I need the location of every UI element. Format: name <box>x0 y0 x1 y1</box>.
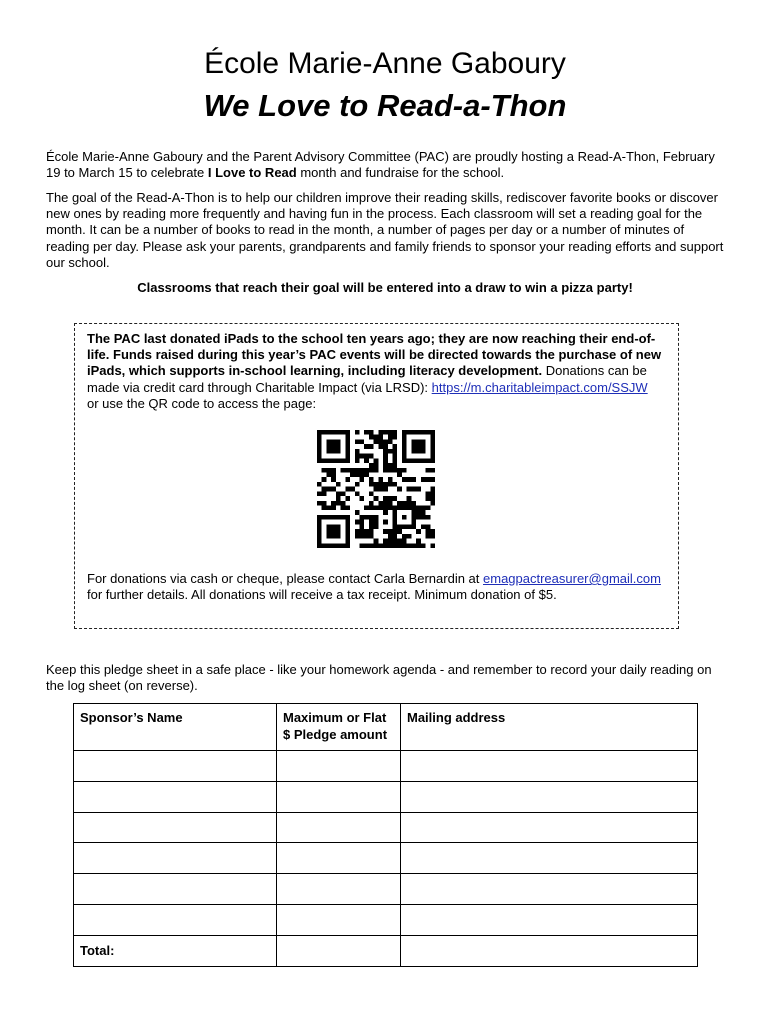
sponsor-name-cell[interactable] <box>74 812 277 843</box>
pledge-amount-cell[interactable] <box>277 812 401 843</box>
ipad-donation-text: The PAC last donated iPads to the school ten years ago; they are now reaching their end-of-life. Funds raised during this year’s PAC events will be directed towards the purchase of new iPads, which supports in-school learning, including literacy development. Donations can be made via credit card through Charitable Impact (via LRSD): https://m.charitableimpact.com/SSJW or use the QR code to access the page: <box>87 331 662 411</box>
sponsor-name-header: Sponsor’s Name <box>74 704 277 751</box>
event-title: We Love to Read-a-Thon <box>203 88 567 123</box>
mailing-address-cell[interactable] <box>401 781 698 812</box>
table-row <box>74 843 698 874</box>
sponsor-name-cell[interactable] <box>74 874 277 905</box>
intro-paragraph: École Marie-Anne Gaboury and the Parent Advisory Committee (PAC) are proudly hosting a Read-A-Thon, February 19 to March 15 to celebrate I Love to Read month and fundraise for the school. <box>46 149 715 181</box>
i-love-to-read-text: I Love to Read <box>207 165 297 181</box>
table-row <box>74 904 698 935</box>
mailing-address-header: Mailing address <box>401 704 698 751</box>
total-address-cell[interactable] <box>401 935 698 966</box>
pledge-amount-cell[interactable] <box>277 904 401 935</box>
mailing-address-cell[interactable] <box>401 751 698 782</box>
pledge-note: Keep this pledge sheet in a safe place - like your homework agenda - and remember to record your daily reading on the log sheet (on reverse). <box>46 662 712 694</box>
mailing-address-cell[interactable] <box>401 874 698 905</box>
pizza-party-highlight: Classrooms that reach their goal will be entered into a draw to win a pizza party! <box>137 280 633 295</box>
cash-donation-text: For donations via cash or cheque, please contact Carla Bernardin at emagpactreasurer@gmail.com for further details. All donations will receive a tax receipt. Minimum donation of $5. <box>87 571 661 603</box>
donation-box <box>74 323 679 629</box>
table-row <box>74 812 698 843</box>
mailing-address-cell[interactable] <box>401 843 698 874</box>
sponsor-name-cell[interactable] <box>74 843 277 874</box>
pledge-amount-header: Maximum or Flat $ Pledge amount <box>277 704 401 751</box>
table-row <box>74 751 698 782</box>
pledge-amount-cell[interactable] <box>277 874 401 905</box>
sponsor-name-cell[interactable] <box>74 781 277 812</box>
table-row <box>74 874 698 905</box>
pledge-table <box>73 703 698 967</box>
mailing-address-cell[interactable] <box>401 904 698 935</box>
mailing-address-cell[interactable] <box>401 812 698 843</box>
treasurer-email-link[interactable]: emagpactreasurer@gmail.com <box>483 571 661 586</box>
pledge-amount-cell[interactable] <box>277 781 401 812</box>
pledge-amount-cell[interactable] <box>277 843 401 874</box>
total-label: Total: <box>74 935 277 966</box>
charitable-impact-link[interactable]: https://m.charitableimpact.com/SSJW <box>431 379 648 395</box>
sponsor-name-cell[interactable] <box>74 904 277 935</box>
pledge-amount-cell[interactable] <box>277 751 401 782</box>
school-name: École Marie-Anne Gaboury <box>204 47 566 80</box>
sponsor-name-cell[interactable] <box>74 751 277 782</box>
table-row <box>74 781 698 812</box>
table-header-row <box>74 704 698 751</box>
total-amount-cell[interactable] <box>277 935 401 966</box>
total-row <box>74 935 698 966</box>
goal-paragraph: The goal of the Read-A-Thon is to help our children improve their reading skills, rediscover favorite books or discover new ones by reading more frequently and having fun in the process. Each classroom will set a reading goal for the month. It can be a number of books to read in the month, a number of pages per day or a number of minutes of reading per day. Please ask your parents, grandparents and family friends to sponsor your reading efforts and support our school. <box>46 190 724 270</box>
qr-code-icon[interactable] <box>317 430 435 548</box>
